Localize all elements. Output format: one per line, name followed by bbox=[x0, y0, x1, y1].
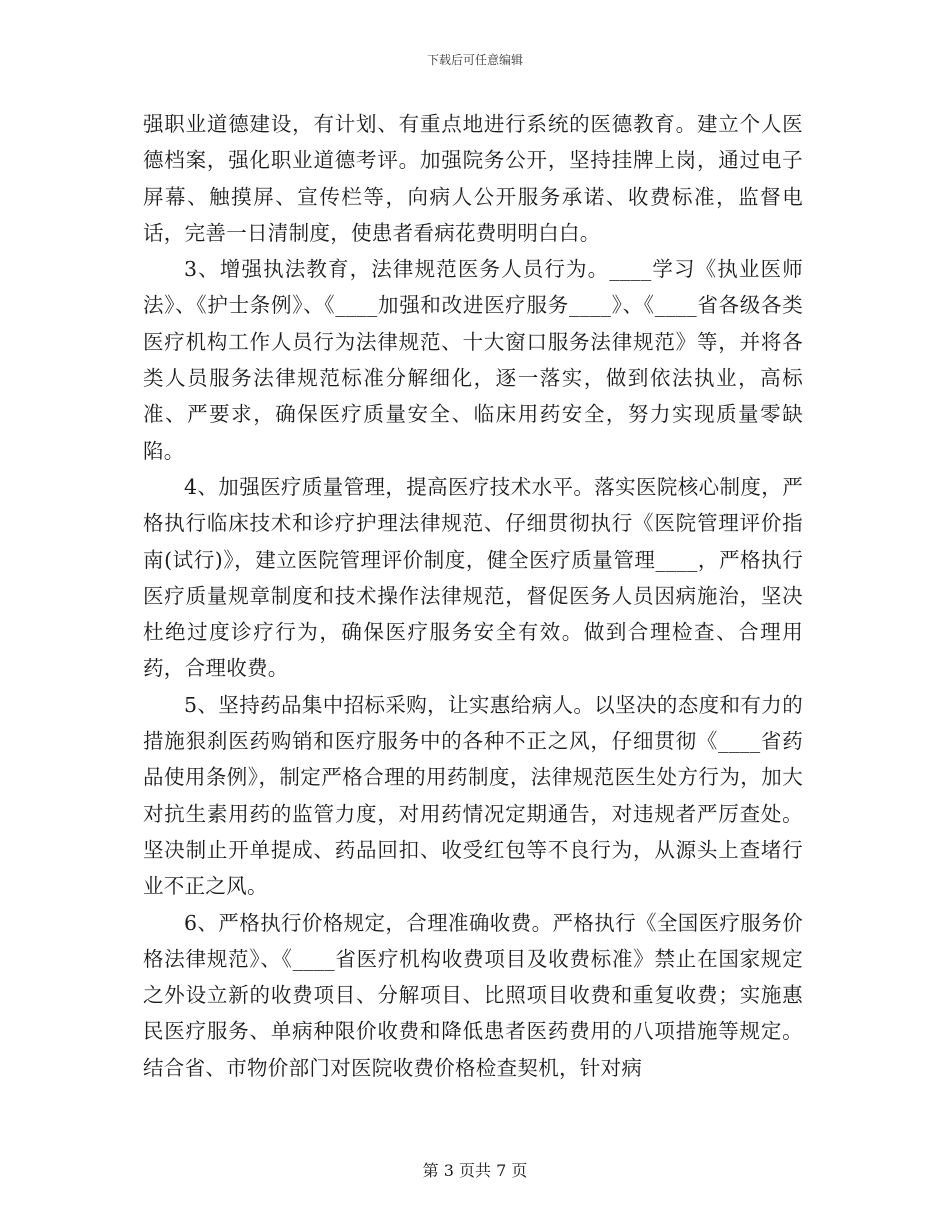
page-header-note: 下载后可任意编辑 bbox=[426, 53, 523, 67]
paragraph-2: 3、增强执法教育，法律规范医务人员行为。____学习《执业医师法》、《护士条例》、《____加强和改进医疗服务____》、《____省各级各类医疗机构工作人员行为法律规范、十大窗口服务法律规范》等，并将各类人员服务法律规范标准分解细化，逐一落实，做到依法执业，高标准、严要求，确保医疗质量安全、临床用药安全，努力实现质量零缺陷。 bbox=[143, 257, 803, 463]
page-number: 第 3 页共 7 页 bbox=[422, 1161, 528, 1180]
paragraph-5: 6、严格执行价格规定，合理准确收费。严格执行《全国医疗服务价格法律规范》、《____省医疗机构收费项目及收费标准》禁止在国家规定之外设立新的收费项目、分解项目、比照项目收费和重复收费；实施惠民医疗服务、单病种限价收费和降低患者医药费用的八项措施等规定。结合省、市物价部门对医院收费价格检查契机，针对病 bbox=[143, 910, 803, 1080]
paragraph-3: 4、加强医疗质量管理，提高医疗技术水平。落实医院核心制度，严格执行临床技术和诊疗护理法律规范、仔细贯彻执行《医院管理评价指南(试行)》，建立医院管理评价制度，健全医疗质量管理____，严格执行医疗质量规章制度和技术操作法律规范，督促医务人员因病施治，坚决杜绝过度诊疗行为，确保医疗服务安全有效。做到合理检查、合理用药，合理收费。 bbox=[143, 474, 803, 681]
document-body bbox=[143, 106, 803, 1086]
paragraph-1: 强职业道德建设，有计划、有重点地进行系统的医德教育。建立个人医德档案，强化职业道德考评。加强院务公开，坚持挂牌上岗，通过电子屏幕、触摸屏、宣传栏等，向病人公开服务承诺、收费标准，监督电话，完善一日清制度，使患者看病花费明明白白。 bbox=[143, 112, 803, 245]
paragraph-4: 5、坚持药品集中招标采购，让实惠给病人。以坚决的态度和有力的措施狠刹医药购销和医疗服务中的各种不正之风，仔细贯彻《____省药品使用条例》，制定严格合理的用药制度，法律规范医生处方行为，加大对抗生素用药的监管力度，对用药情况定期通告，对违规者严厉查处。坚决制止开单提成、药品回扣、收受红包等不良行为，从源头上查堵行业不正之风。 bbox=[143, 692, 803, 899]
